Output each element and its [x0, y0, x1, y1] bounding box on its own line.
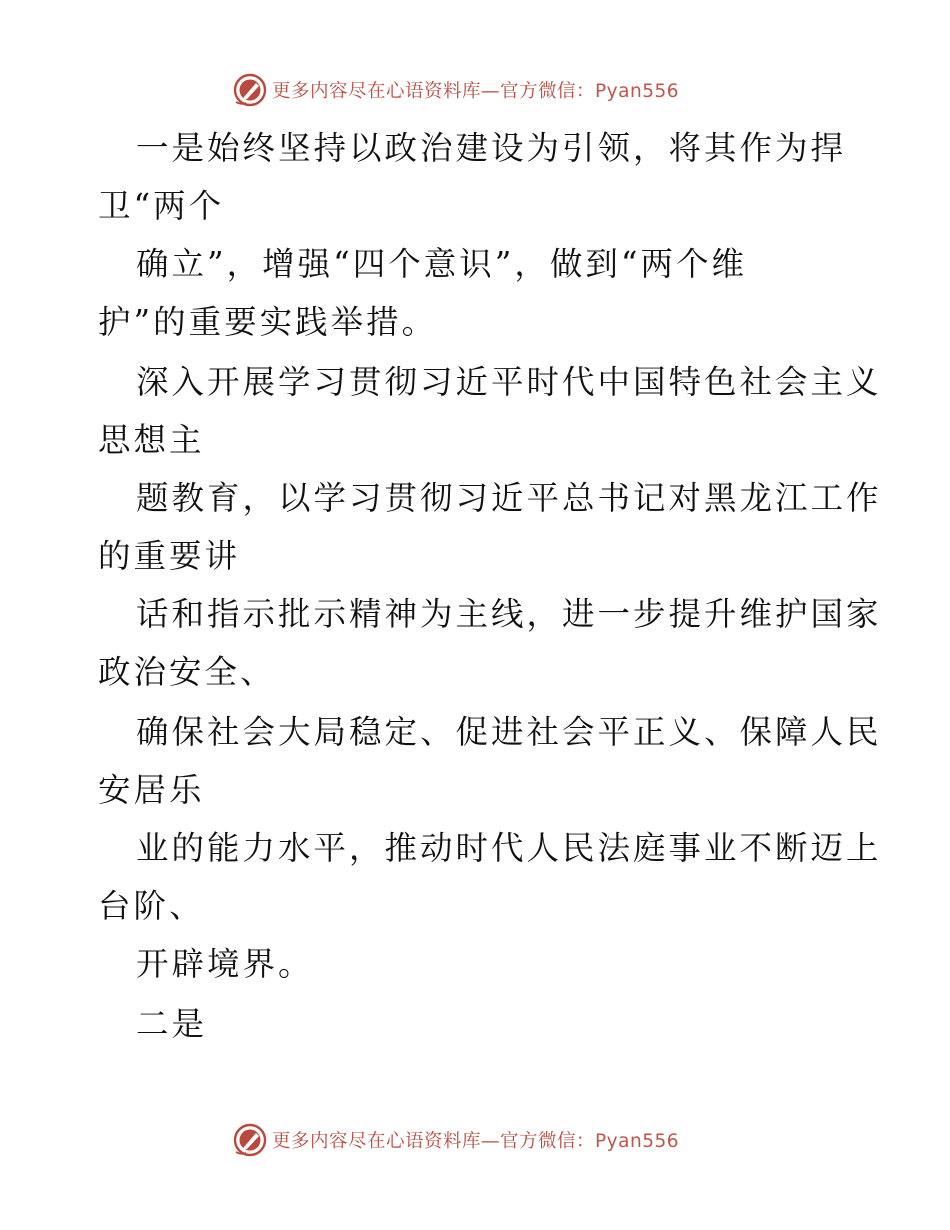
body-line: 确立”，增强“四个意识”，做到“两个维	[136, 245, 747, 283]
header-site-text: 更多内容尽在心语资料库	[272, 81, 482, 102]
body-line: 题教育，以学习贯彻习近平总书记对黑龙江工作	[136, 479, 882, 517]
pen-nib-logo-icon	[232, 72, 268, 108]
header-wechat-label: 官方微信：	[500, 81, 596, 102]
header-wechat-id: Pyan556	[595, 81, 680, 102]
footer-banner	[232, 1120, 679, 1160]
pen-nib-logo-icon	[232, 1122, 268, 1158]
footer-separator: —	[481, 1131, 501, 1152]
header-separator: —	[481, 81, 501, 102]
body-line: 政治安全、	[98, 653, 276, 691]
body-line: 安居乐	[98, 771, 205, 809]
body-line: 卫“两个	[98, 187, 225, 225]
footer-wechat-id: Pyan556	[595, 1131, 680, 1152]
body-line: 的重要讲	[98, 537, 241, 575]
header-banner-text	[272, 77, 679, 103]
body-line: 护”的重要实践举措。	[98, 303, 438, 341]
body-line: 话和指示批示精神为主线，进一步提升维护国家	[136, 595, 882, 633]
body-line: 二是	[136, 1005, 208, 1043]
body-line: 思想主	[98, 421, 205, 459]
footer-banner-text	[272, 1127, 679, 1153]
body-line: 深入开展学习贯彻习近平时代中国特色社会主义	[136, 363, 882, 401]
footer-wechat-label: 官方微信：	[500, 1131, 596, 1152]
body-line: 开辟境界。	[136, 945, 314, 983]
body-line: 业的能力水平，推动时代人民法庭事业不断迈上	[136, 829, 882, 867]
body-line: 一是始终坚持以政治建设为引领，将其作为捍	[136, 129, 847, 167]
footer-site-text: 更多内容尽在心语资料库	[272, 1131, 482, 1152]
body-line: 确保社会大局稳定、促进社会平正义、保障人民	[136, 713, 882, 751]
header-banner	[232, 70, 679, 110]
body-line: 台阶、	[98, 887, 205, 925]
